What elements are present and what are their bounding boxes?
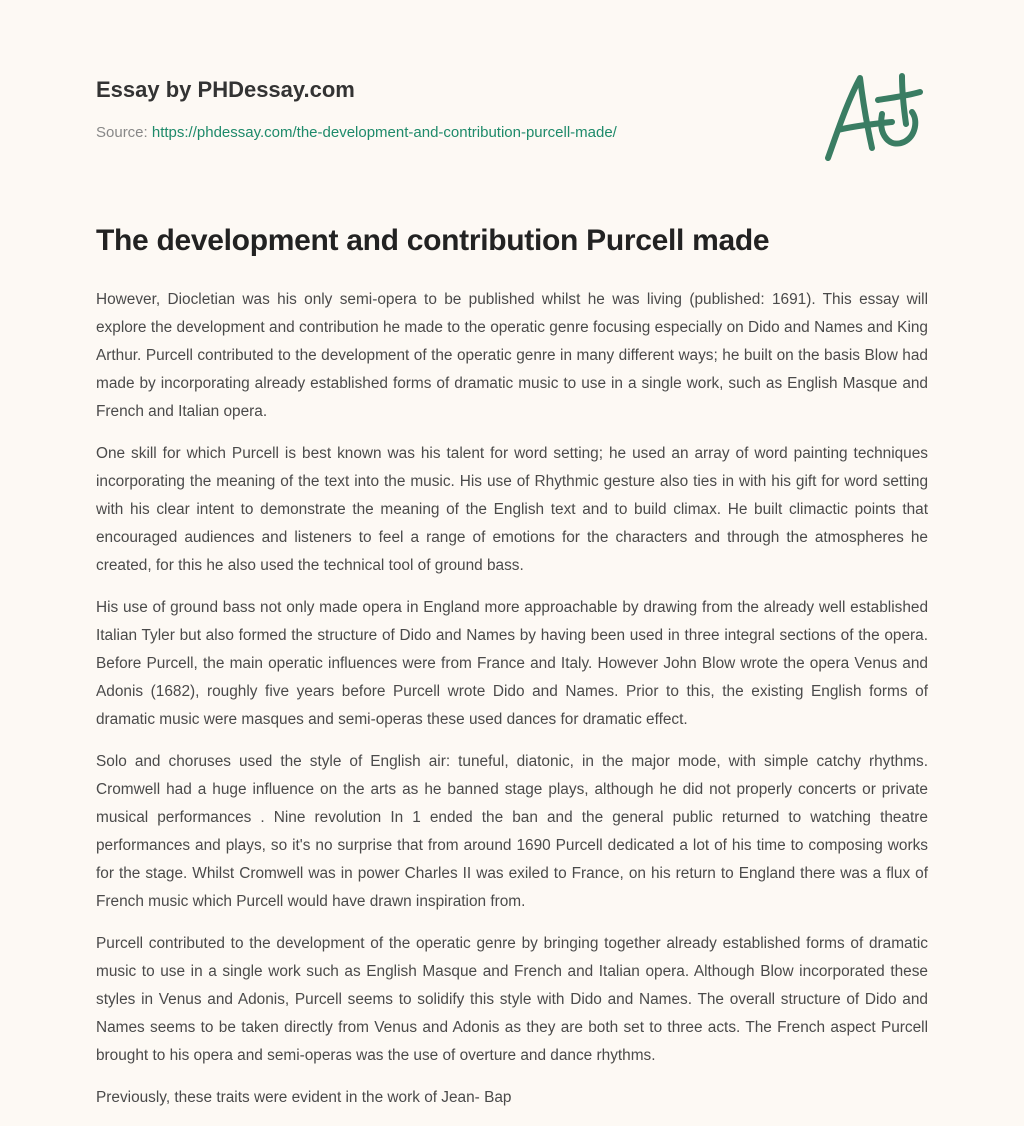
essay-paragraph: Purcell contributed to the development of the operatic genre by bringing together already established forms of dramatic music to use in a single work such as English Masque and French and Italian opera. Although Blow incorporated these styles in Venus and Adonis, Purcell seems to solidify this style with Dido and Names. The overall structure of Dido and Names seems to be taken directly from Venus and Adonis as they are both set to three acts. The French aspect Purcell brought to his opera and semi-operas was the use of overture and dance rhythms. [96, 935, 928, 1064]
site-brand: Essay by PHDessay.com [96, 77, 355, 102]
essay-title: The development and contribution Purcell made [96, 224, 770, 257]
source-label: Source: [96, 124, 148, 141]
essay-paragraph: Solo and choruses used the style of English air: tuneful, diatonic, in the major mode, with simple catchy rhythms. Cromwell had a huge influence on the arts as he banned stage plays, although he did not properly concerts or private musical performances . Nine revolution In 1 ended the ban and the general public returned to watching theatre performances and plays, so it's no surprise that from around 1690 Purcell dedicated a lot of his time to composing works for the stage. Whilst Cromwell was in power Charles II was exiled to France, on his return to England there was a flux of French music which Purcell would have drawn inspiration from. [96, 753, 928, 910]
essay-paragraph: However, Diocletian was his only semi-opera to be published whilst he was living (published: 1691). This essay will explore the development and contribution he made to the operatic genre focusing especially on Dido and Names and King Arthur. Purcell contributed to the development of the operatic genre in many different ways; he built on the basis Blow had made by incorporating already established forms of dramatic music to use in a single work, such as English Masque and French and Italian opera. [96, 291, 928, 420]
essay-paragraph: One skill for which Purcell is best known was his talent for word setting; he used an array of word painting techniques incorporating the meaning of the text into the music. His use of Rhythmic gesture also ties in with his gift for word setting with his clear intent to demonstrate the meaning of the English text and to build climax. He built climactic points that encouraged audiences and listeners to feel a range of emotions for the characters and through the atmospheres he created, for this he also used the technical tool of ground bass. [96, 445, 928, 574]
source-link[interactable]: https://phdessay.com/the-development-and-contribution-purcell-made/ [151, 124, 617, 141]
source-line [96, 124, 617, 141]
essay-body [96, 286, 928, 1126]
essay-paragraph: His use of ground bass not only made opera in England more approachable by drawing from the already well established Italian Tyler but also formed the structure of Dido and Names by having been used in three integral sections of the opera. Before Purcell, the main operatic influences were from France and Italy. However John Blow wrote the opera Venus and Adonis (1682), roughly five years before Purcell wrote Dido and Names. Prior to this, the existing English forms of dramatic music were masques and semi-operas these used dances for dramatic effect. [96, 599, 928, 728]
essay-paragraph: Previously, these traits were evident in the work of Jean- Bap [96, 1089, 512, 1106]
a-plus-logo-icon [820, 70, 930, 170]
